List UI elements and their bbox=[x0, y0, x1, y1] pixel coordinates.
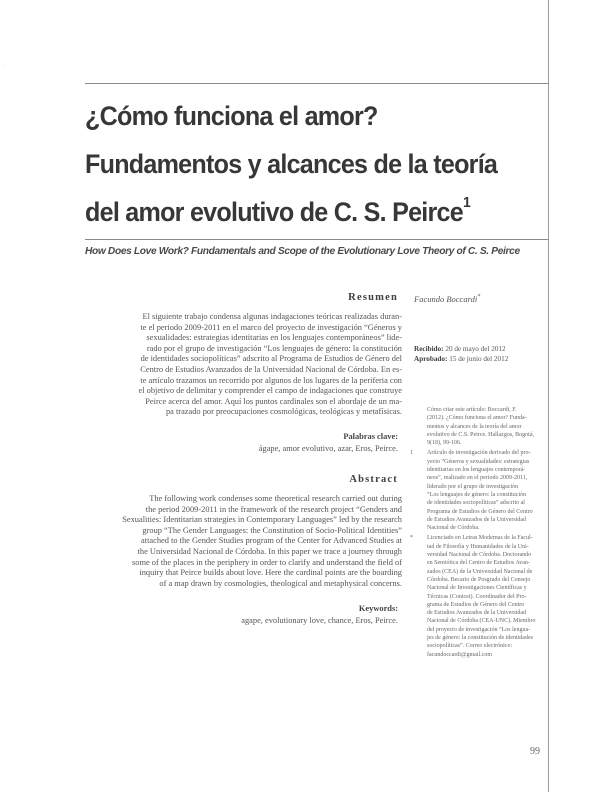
footnote-line: de Estudios Avanzados de la Universidad bbox=[427, 516, 527, 523]
footnote-line: “Los lenguajes de género: la constitución bbox=[427, 491, 527, 498]
resumen-body bbox=[139, 312, 403, 418]
abstract-line: some of the places in the periphery in order to clarify and understand the field of bbox=[132, 557, 402, 567]
footnote-1 bbox=[410, 449, 538, 532]
title-footnote-mark: 1 bbox=[463, 194, 471, 211]
resumen-line: sexualidades: estrategias identitarias en los lenguajes contemporáneos” lide- bbox=[146, 333, 402, 343]
footnote-line: en Semiótica del Centro de Estudios Avan- bbox=[427, 560, 530, 567]
resumen-heading: Resumen bbox=[348, 292, 398, 303]
abstract-line: the period 2009-2011 in the framework of the research project “Genders and bbox=[145, 504, 402, 514]
abstract-line: Sexualities: Identitarian strategies in Contemporary Languages” led by the research bbox=[122, 515, 402, 525]
resumen-line: el objetivo de delimitar y comprender el campo de indagaciones que construye bbox=[138, 386, 402, 396]
footnote-line: de identidades sociopolíticas” adscrito al bbox=[427, 500, 525, 507]
received-date bbox=[414, 344, 508, 354]
abstract-line: The following work condenses some theoretical research carried out during bbox=[149, 494, 402, 503]
footnote-line: liderado por el grupo de investigación bbox=[427, 483, 519, 490]
abstract-body bbox=[122, 494, 402, 589]
abstract-heading: Abstract bbox=[349, 474, 398, 485]
author-name-text: Facundo Boccardi bbox=[414, 294, 478, 304]
resumen-line: Peirce acerca del amor. Aquí los puntos cardinales son el abordaje de un ma- bbox=[145, 396, 402, 406]
footnote-line: Técnicas (Conicet). Coordinador del Pro- bbox=[427, 593, 527, 600]
email-address: facundoccardi@gmail.com bbox=[427, 651, 492, 658]
footnote-line: yecto “Géneros y sexualidades: estrategias bbox=[427, 458, 530, 465]
footnote-line: Artículo de investigación derivado del pro- bbox=[427, 450, 531, 457]
abstract-line: inquiry that Peirce builds about love. Here the cardinal points are the boarding bbox=[139, 568, 402, 578]
resumen-line: de identidades sociopolíticas” adscrito al Programa de Estudios de Género del bbox=[140, 354, 402, 364]
vertical-rule bbox=[548, 0, 549, 792]
footnote-line: Nacional de Córdoba. bbox=[427, 525, 480, 532]
received-value: 20 de mayo del 2012 bbox=[445, 345, 506, 353]
citation-line: evolutivo de C.S. Peirce. Hallazgos, Bogotá, bbox=[427, 431, 534, 438]
abstract-line: the Universidad Nacional de Córdoba. In this paper we trace a journey through bbox=[137, 546, 402, 556]
received-label: Recibido: bbox=[414, 345, 444, 353]
top-rule bbox=[85, 83, 549, 84]
title-line-3: del amor evolutivo de C. S. Peirce bbox=[85, 197, 464, 227]
footnote-line: tad de Filosofía y Humanidades de la Uni- bbox=[427, 543, 529, 550]
title-line-1: ¿Cómo funciona el amor? bbox=[85, 101, 378, 131]
footnote-line: neos”, realizado en el periodo 2009-2011, bbox=[427, 475, 528, 482]
abstract-line: attached to the Gender Studies program of the Center for Advanced Studies at bbox=[141, 536, 402, 546]
abstract-line: group “The Gender Languages: the Constitution of Socio-Political Identities” bbox=[142, 525, 402, 535]
resumen-line: te artículo trazamos un recorrido por algunos de los lugares de la periferia con bbox=[140, 375, 402, 385]
page-number: 99 bbox=[530, 746, 540, 757]
footnote-line: Nacional de Investigaciones Científicas y bbox=[427, 585, 527, 592]
footnote-line: Licenciado en Letras Modernas de la Facul- bbox=[427, 535, 533, 542]
article-title bbox=[85, 92, 516, 236]
dates-block bbox=[414, 344, 508, 364]
approved-label: Aprobado: bbox=[414, 355, 448, 363]
footnote-line: Nacional de Córdoba (CEA-UNC). Miembro bbox=[427, 618, 536, 625]
footnote-line: Programa de Estudios de Género del Centro bbox=[427, 508, 533, 515]
footnote-line: sociopolíticas”. Correo electrónico: bbox=[427, 643, 513, 650]
side-notes bbox=[410, 406, 538, 661]
resumen-line: El siguiente trabajo condensa algunas indagaciones teóricas realizadas duran- bbox=[142, 312, 402, 321]
footnote-author-mark: * bbox=[410, 535, 413, 542]
approved-date bbox=[414, 354, 508, 364]
citation-note bbox=[410, 406, 538, 447]
footnote-line: del proyecto de investigación “Los lengua- bbox=[427, 626, 531, 633]
abstract-line: of a map drawn by cosmologies, theological and metaphysical concerns. bbox=[159, 578, 402, 588]
margin-mark: · bbox=[2, 62, 4, 68]
footnote-author bbox=[410, 534, 538, 658]
title-line-2: Fundamentos y alcances de la teoría bbox=[85, 149, 498, 179]
citation-line: mentos y alcances de la teoría del amor bbox=[427, 423, 522, 430]
resumen-line: Centro de Estudios Avanzados de la Universidad Nacional de Córdoba. En es- bbox=[140, 364, 402, 374]
resumen-line: rado por el grupo de investigación “Los lenguajes de género: la constitución bbox=[146, 343, 402, 353]
citation-line: (2012). ¿Cómo funciona el amor? Funda- bbox=[427, 415, 527, 422]
author-name bbox=[414, 294, 480, 304]
author-footnote-mark: * bbox=[477, 294, 481, 301]
footnote-line: zados (CEA) de la Universidad Nacional de bbox=[427, 568, 533, 575]
approved-value: 15 de junio del 2012 bbox=[449, 355, 509, 363]
footnote-line: Córdoba. Becario de Posgrado del Consejo bbox=[427, 576, 531, 583]
palabras-clave-values: ágape, amor evolutivo, azar, Eros, Peirce. bbox=[258, 444, 398, 453]
keywords-label: Keywords: bbox=[358, 604, 398, 613]
footnote-line: grama de Estudios de Género del Centro bbox=[427, 601, 525, 608]
citation-line: Cómo citar este artículo: Boccardi, F. bbox=[427, 407, 517, 413]
palabras-clave-label: Palabras clave: bbox=[343, 432, 398, 441]
citation-line: 9(18), 99-106. bbox=[427, 440, 462, 447]
title-rule bbox=[85, 239, 549, 240]
footnote-1-mark: 1 bbox=[410, 450, 413, 457]
resumen-line: pa trazado por preocupaciones cosmológicas, teológicas y metafísicas. bbox=[165, 407, 402, 417]
footnote-line: versidad Nacional de Córdoba. Doctorando bbox=[427, 552, 532, 559]
footnote-line: jes de género: la constitución de identidades bbox=[427, 635, 533, 642]
resumen-line: te el periodo 2009-2011 en el marco del proyecto de investigación “Géneros y bbox=[140, 322, 402, 332]
keywords-values: agape, evolutionary love, chance, Eros, Peirce. bbox=[241, 616, 398, 625]
english-title: How Does Love Work? Fundamentals and Scope of the Evolutionary Love Theory of C. S. Peirce bbox=[85, 246, 520, 257]
footnote-line: de Estudios Avanzados de la Universidad bbox=[427, 610, 527, 617]
footnote-line: identitarias en los lenguajes contemporá- bbox=[427, 467, 526, 474]
